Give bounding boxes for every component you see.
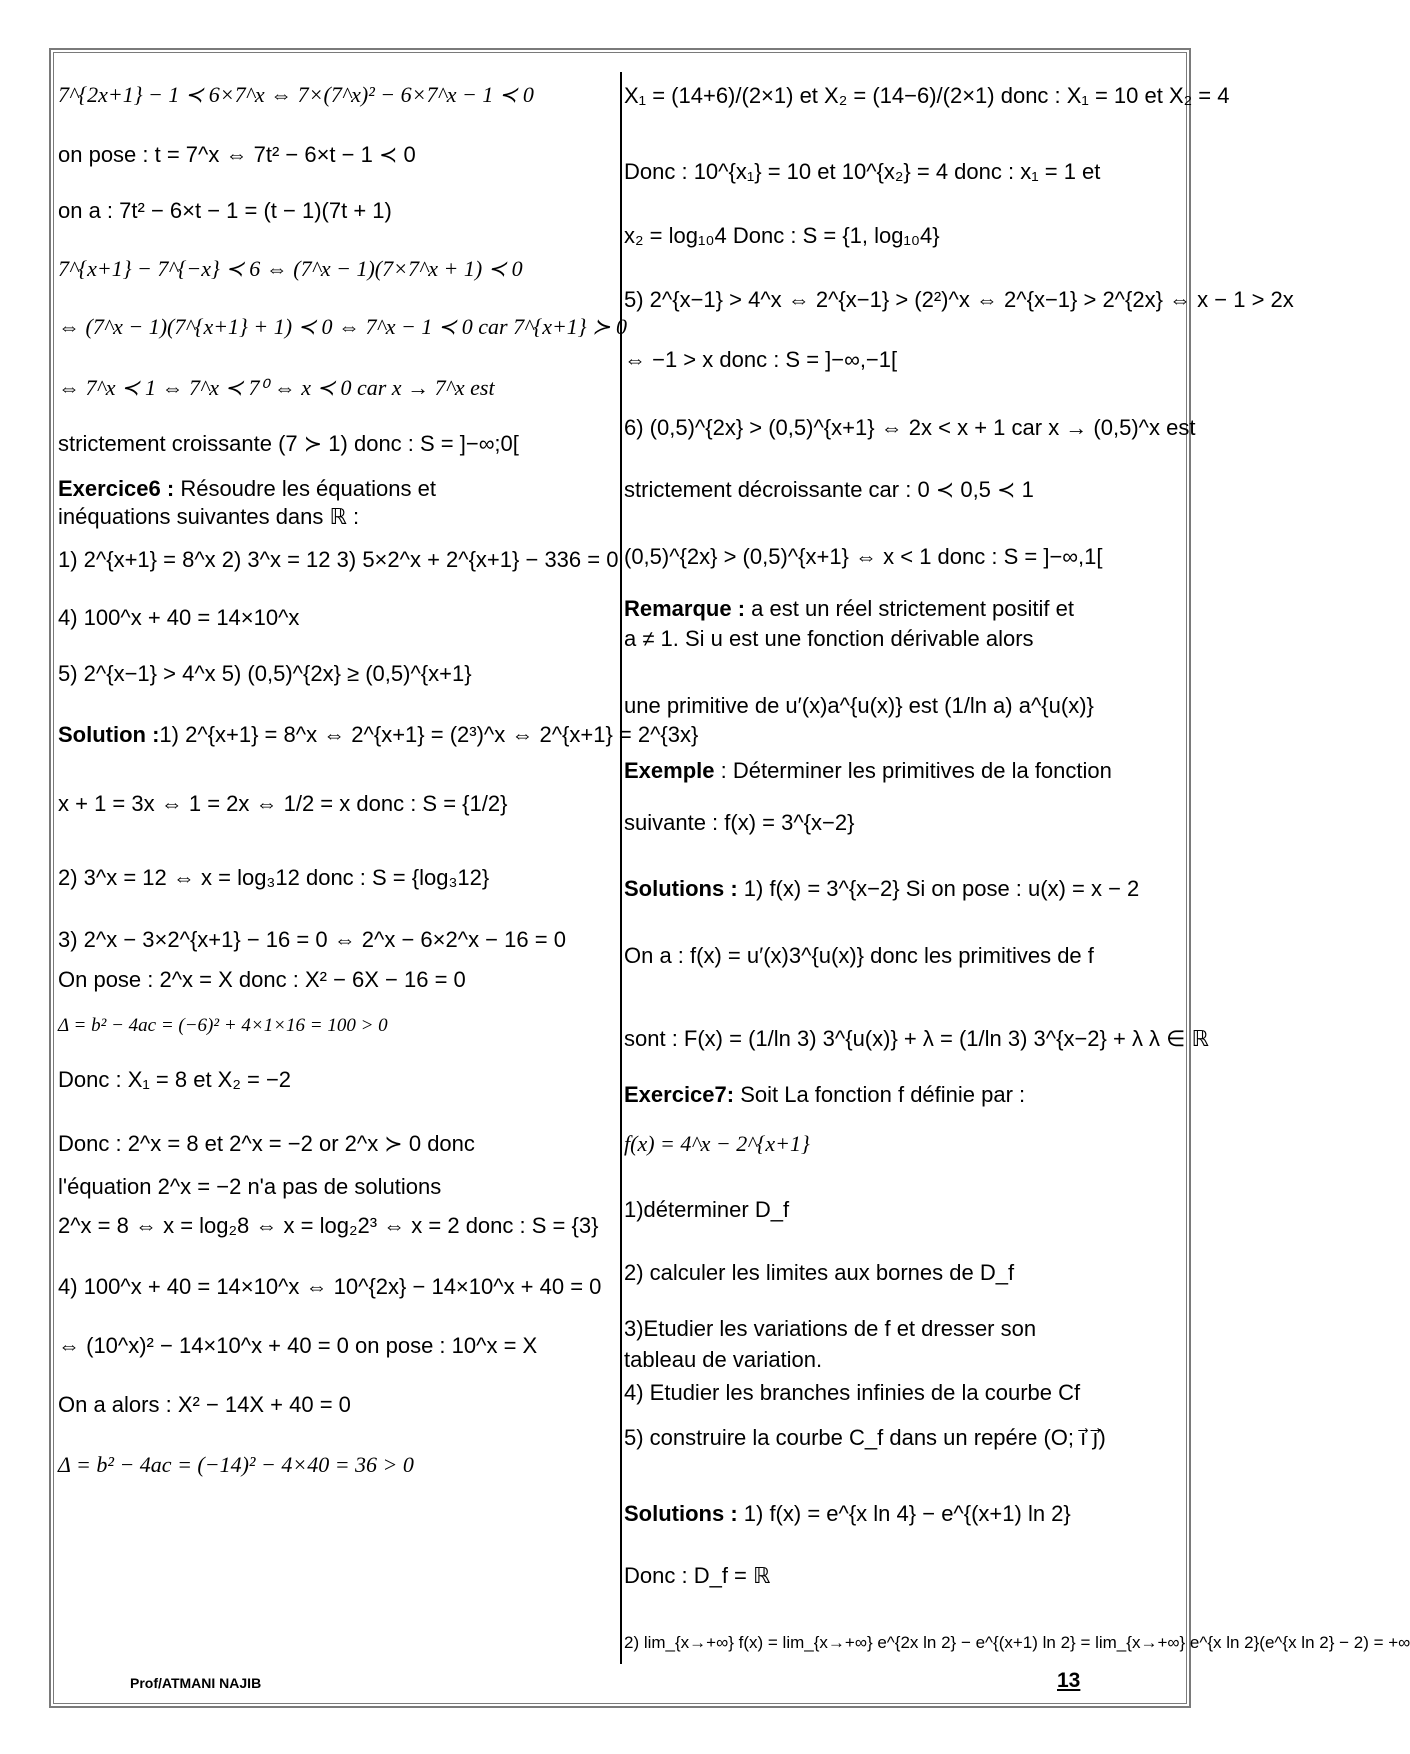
right-line-8: (0,5)^{2x} > (0,5)^{x+1} ⇔ x < 1 donc : S = ]−∞,1[ (624, 544, 1103, 569)
exercise-7-heading: Exercice7: Soit La fonction f définie par : (624, 1082, 1026, 1107)
right-line-21: 3)Etudier les variations de f et dresser son (624, 1316, 1037, 1341)
column-divider (620, 72, 622, 1664)
right-line-11: une primitive de u′(x)a^{u(x)} est (1/ln a) a^{u(x)} (624, 693, 1094, 718)
left-line-6: ⇔ 7^x ≺ 1 ⇔ 7^x ≺ 7⁰ ⇔ x ≺ 0 car x → 7^x est (58, 375, 495, 400)
right-line-26: Donc : D_f = ℝ (624, 1563, 771, 1588)
left-line-21: l'équation 2^x = −2 n'a pas de solutions (58, 1174, 442, 1199)
solutions-heading-2: Solutions : 1) f(x) = e^{x ln 4} − e^{(x+1) ln 2} (624, 1501, 1071, 1526)
left-line-23: 4) 100^x + 40 = 14×10^x ⇔ 10^{2x} − 14×10^x + 40 = 0 (58, 1274, 602, 1299)
left-line-18: Δ = b² − 4ac = (−6)² + 4×1×16 = 100 > 0 (58, 1015, 388, 1036)
left-line-7: strictement croissante (7 ≻ 1) donc : S = ]−∞;0[ (58, 431, 519, 456)
left-line-22: 2^x = 8 ⇔ x = log₂8 ⇔ x = log₂2³ ⇔ x = 2 donc : S = {3} (58, 1213, 599, 1238)
right-line-22: tableau de variation. (624, 1347, 823, 1372)
left-line-10: 1) 2^{x+1} = 8^x 2) 3^x = 12 3) 5×2^x + 2^{x+1} − 336 = 0 (58, 547, 619, 572)
left-line-9: inéquations suivantes dans ℝ : (58, 504, 360, 529)
left-line-19: Donc : X₁ = 8 et X₂ = −2 (58, 1067, 292, 1092)
right-line-18: f(x) = 4^x − 2^{x+1} (624, 1131, 810, 1156)
right-line-2: Donc : 10^{x₁} = 10 et 10^{x₂} = 4 donc : x₁ = 1 et (624, 159, 1101, 184)
right-line-16: sont : F(x) = (1/ln 3) 3^{u(x)} + λ = (1/ln 3) 3^{x−2} + λ λ ∈ ℝ (624, 1026, 1209, 1051)
left-line-14: x + 1 = 3x ⇔ 1 = 2x ⇔ 1/2 = x donc : S = {1/2} (58, 791, 508, 816)
left-line-12: 5) 2^{x−1} > 4^x 5) (0,5)^{2x} ≥ (0,5)^{x+1} (58, 661, 472, 686)
example-heading: Exemple : Déterminer les primitives de la fonction (624, 758, 1112, 783)
right-line-27: 2) lim_{x→+∞} f(x) = lim_{x→+∞} e^{2x ln 2} − e^{(x+1) ln 2} = lim_{x→+∞} e^{x ln 2}(e^{x ln 2} − 2) = +∞ (624, 1633, 1410, 1652)
left-line-3: on a : 7t² − 6×t − 1 = (t − 1)(7t + 1) (58, 198, 392, 223)
left-line-25: On a alors : X² − 14X + 40 = 0 (58, 1392, 351, 1417)
solution-6-heading: Solution :1) 2^{x+1} = 8^x ⇔ 2^{x+1} = (2³)^x ⇔ 2^{x+1} = 2^{3x} (58, 722, 699, 747)
right-line-10: a ≠ 1. Si u est une fonction dérivable alors (624, 626, 1034, 651)
left-line-11: 4) 100^x + 40 = 14×10^x (58, 605, 300, 630)
right-line-19: 1)déterminer D_f (624, 1197, 790, 1222)
left-line-4: 7^{x+1} − 7^{−x} ≺ 6 ⇔ (7^x − 1)(7×7^x + 1) ≺ 0 (58, 256, 523, 281)
page-number: 13 (1057, 1669, 1081, 1692)
right-line-1: X₁ = (14+6)/(2×1) et X₂ = (14−6)/(2×1) donc : X₁ = 10 et X₂ = 4 (624, 83, 1230, 108)
right-line-13: suivante : f(x) = 3^{x−2} (624, 810, 855, 835)
left-line-1: 7^{2x+1} − 1 ≺ 6×7^x ⇔ 7×(7^x)² − 6×7^x − 1 ≺ 0 (58, 82, 534, 107)
right-line-5: ⇔ −1 > x donc : S = ]−∞,−1[ (624, 347, 898, 372)
left-line-24: ⇔ (10^x)² − 14×10^x + 40 = 0 on pose : 10^x = X (58, 1333, 538, 1358)
left-line-17: On pose : 2^x = X donc : X² − 6X − 16 = 0 (58, 967, 466, 992)
footer-author: Prof/ATMANI NAJIB (130, 1675, 262, 1691)
right-line-24: 5) construire la courbe C_f dans un repére (O; i⃗ j⃗) (624, 1425, 1106, 1450)
left-line-20: Donc : 2^x = 8 et 2^x = −2 or 2^x ≻ 0 donc (58, 1131, 475, 1156)
left-line-16: 3) 2^x − 3×2^{x+1} − 16 = 0 ⇔ 2^x − 6×2^x − 16 = 0 (58, 927, 566, 952)
right-line-20: 2) calculer les limites aux bornes de D_f (624, 1260, 1015, 1285)
right-line-6: 6) (0,5)^{2x} > (0,5)^{x+1} ⇔ 2x < x + 1 car x → (0,5)^x est (624, 415, 1196, 440)
remark-heading: Remarque : a est un réel strictement positif et (624, 596, 1074, 621)
right-line-4: 5) 2^{x−1} > 4^x ⇔ 2^{x−1} > (2²)^x ⇔ 2^{x−1} > 2^{2x} ⇔ x − 1 > 2x (624, 287, 1294, 312)
left-line-2: on pose : t = 7^x ⇔ 7t² − 6×t − 1 ≺ 0 (58, 142, 416, 167)
left-line-15: 2) 3^x = 12 ⇔ x = log₃12 donc : S = {log₃12} (58, 865, 490, 890)
left-line-5: ⇔ (7^x − 1)(7^{x+1} + 1) ≺ 0 ⇔ 7^x − 1 ≺ 0 car 7^{x+1} ≻ 0 (58, 314, 628, 339)
left-line-26: Δ = b² − 4ac = (−14)² − 4×40 = 36 > 0 (58, 1452, 414, 1477)
right-line-15: On a : f(x) = u′(x)3^{u(x)} donc les primitives de f (624, 943, 1094, 968)
exercise-6-heading: Exercice6 : Résoudre les équations et (58, 476, 436, 501)
right-line-23: 4) Etudier les branches infinies de la courbe Cf (624, 1380, 1081, 1405)
right-line-7: strictement décroissante car : 0 ≺ 0,5 ≺ 1 (624, 477, 1034, 502)
right-line-3: x₂ = log₁₀4 Donc : S = {1, log₁₀4} (624, 223, 940, 248)
solutions-heading-1: Solutions : 1) f(x) = 3^{x−2} Si on pose : u(x) = x − 2 (624, 876, 1140, 901)
